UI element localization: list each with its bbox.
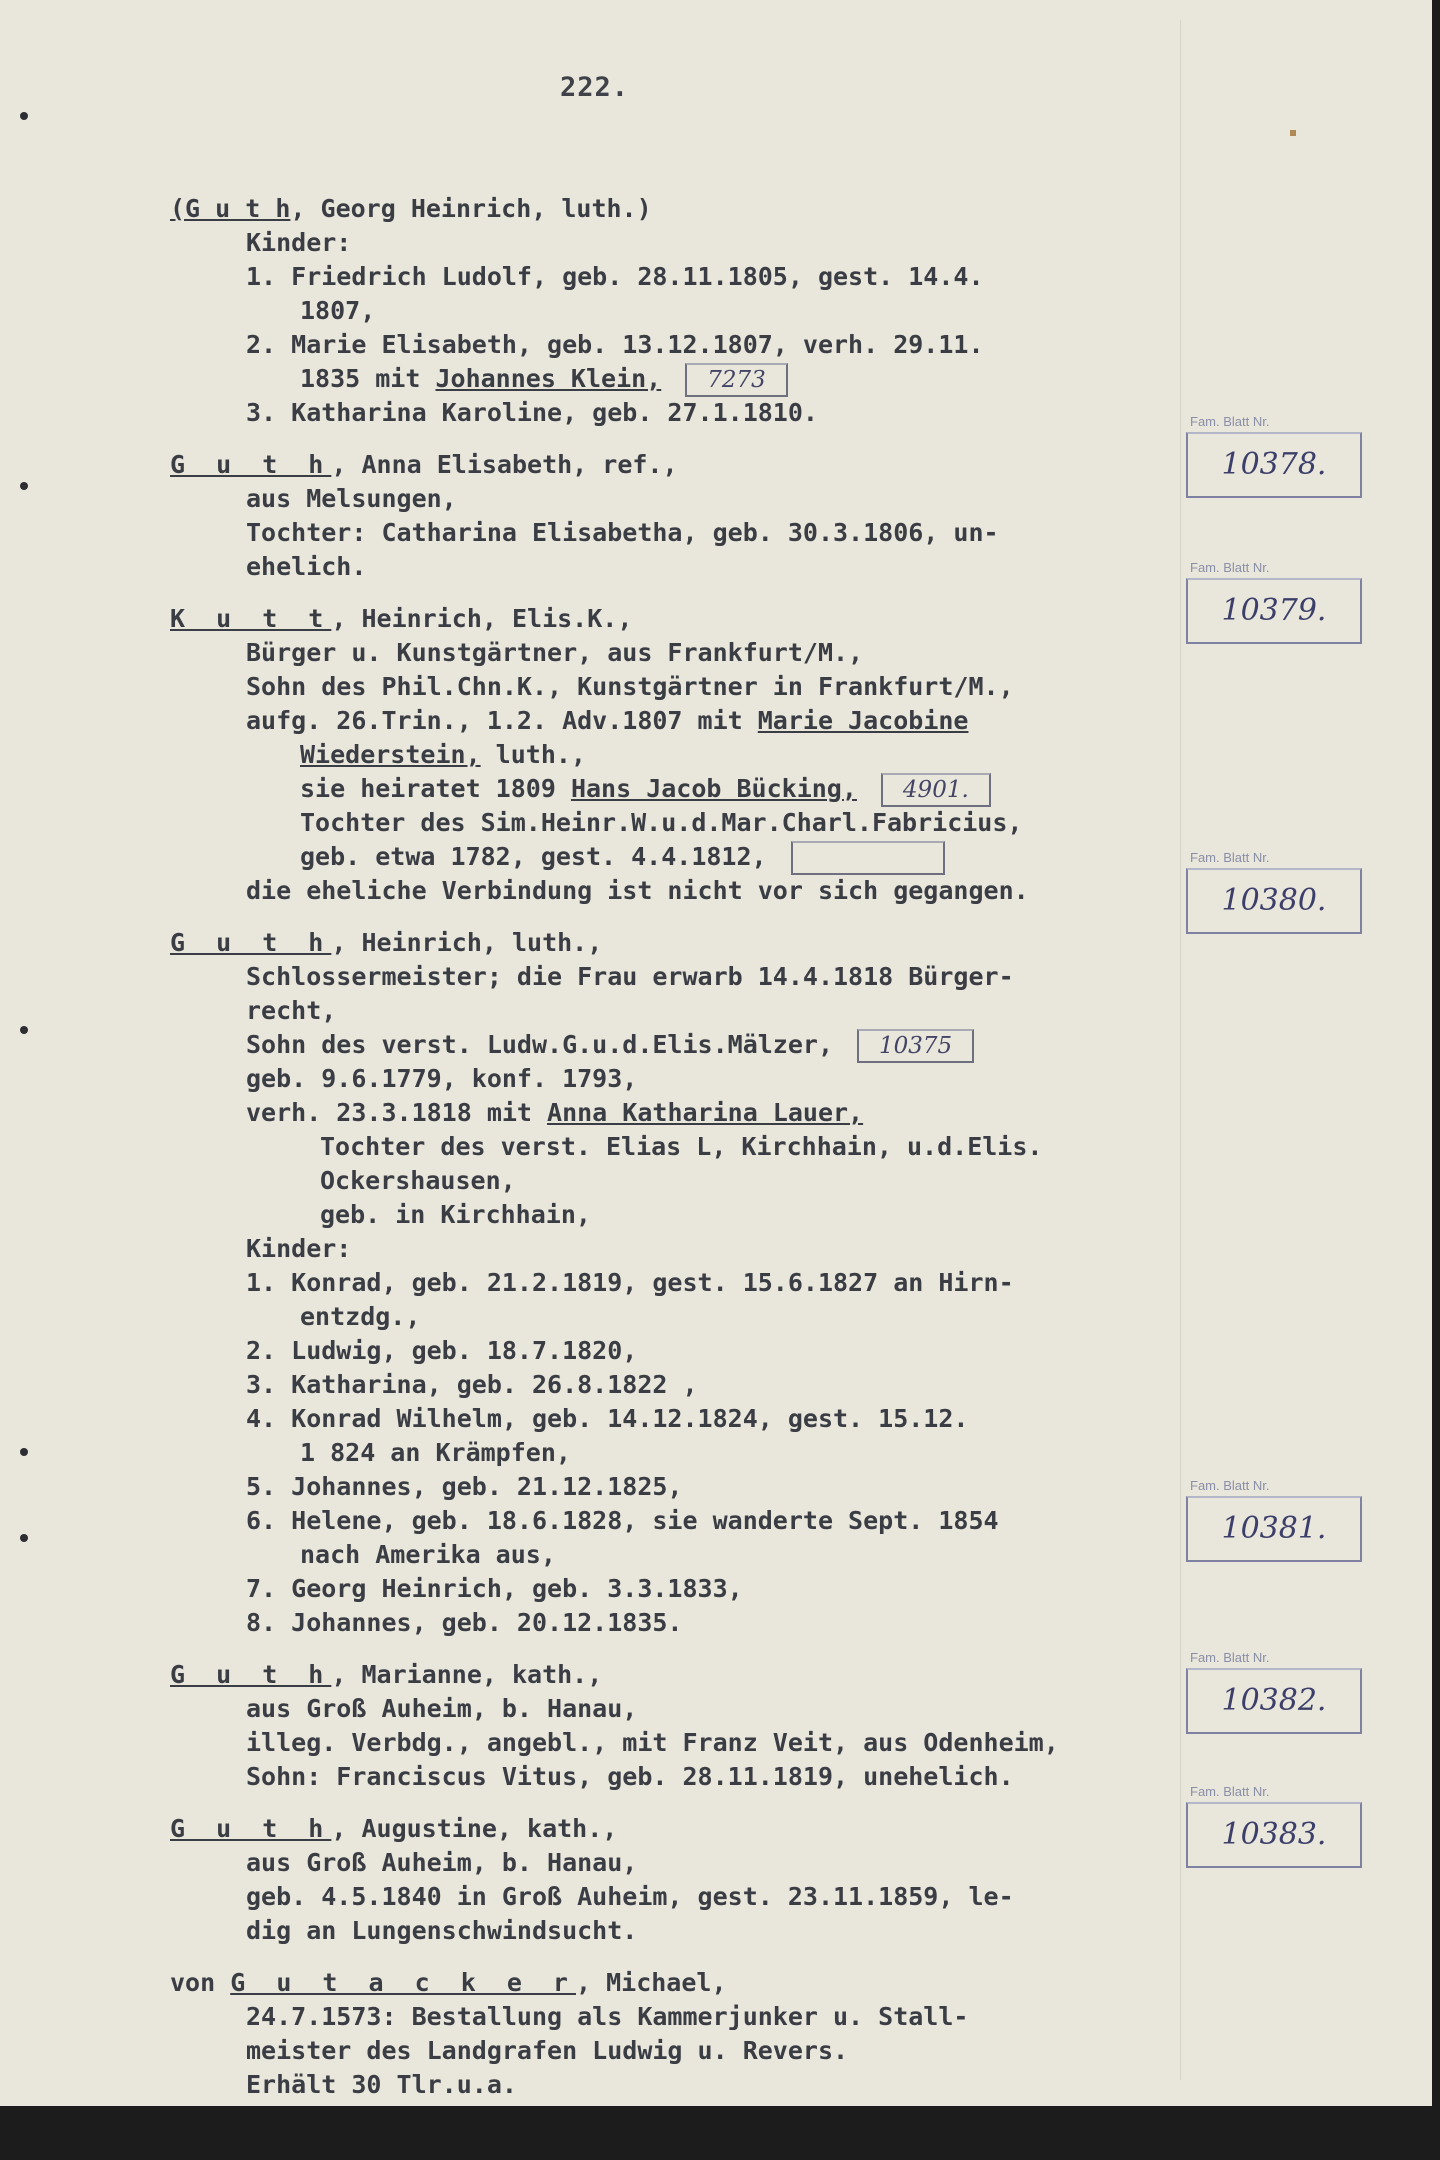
entry-text: 1807, <box>300 296 376 325</box>
underlined-name: Wiederstein, <box>300 740 481 769</box>
entry-line <box>170 994 1230 1028</box>
entry-line <box>170 448 1230 482</box>
entry-text: die eheliche Verbindung ist nicht vor sich gegangen. <box>246 876 1029 905</box>
entry-line <box>170 1028 1230 1062</box>
entry-text: Bürger u. Kunstgärtner, aus Frankfurt/M., <box>246 638 864 667</box>
entry-text: aus Groß Auheim, b. Hanau, <box>246 1848 638 1877</box>
entry-line <box>170 738 1230 772</box>
entry-line <box>170 1232 1230 1266</box>
entry-line <box>170 1164 1230 1198</box>
entry-line <box>170 1368 1230 1402</box>
punch-mark <box>20 1026 28 1034</box>
entry-line <box>170 926 1230 960</box>
entry-text: 24.7.1573: Bestallung als Kammerjunker u. Stall- <box>246 2002 969 2031</box>
register-entries <box>170 192 1230 2120</box>
entry-text: Kinder: <box>246 228 352 257</box>
punch-mark <box>20 1448 28 1456</box>
entry-text: , Georg Heinrich, luth.) <box>290 194 652 223</box>
fam-blatt-label: Fam. Blatt Nr. <box>1190 414 1270 429</box>
entry-line <box>170 260 1230 294</box>
entry-line <box>170 1334 1230 1368</box>
entry-line <box>170 1504 1230 1538</box>
entry-line <box>170 2000 1230 2034</box>
entry-line <box>170 192 1230 226</box>
entry-line <box>170 636 1230 670</box>
entry-text: aufg. 26.Trin., 1.2. Adv.1807 mit <box>246 706 758 735</box>
punch-mark <box>20 482 28 490</box>
underlined-name: Johannes Klein, <box>435 364 662 393</box>
fam-blatt-number: 10379. <box>1186 578 1362 644</box>
entry-text: , Augustine, kath., <box>331 1814 618 1843</box>
entry-text: 1 824 an Krämpfen, <box>300 1438 571 1467</box>
surname: G u t a c k e r <box>230 1968 576 1997</box>
entry-text: geb. 4.5.1840 in Groß Auheim, gest. 23.11.1859, le- <box>246 1882 1014 1911</box>
fam-blatt-number: 10383. <box>1186 1802 1362 1868</box>
fam-blatt-field <box>1186 1784 1362 1868</box>
register-entry <box>170 192 1230 430</box>
entry-line <box>170 772 1230 806</box>
entry-line <box>170 1538 1230 1572</box>
entry-line <box>170 1880 1230 1914</box>
entry-text: von <box>170 1968 231 1997</box>
fam-blatt-label: Fam. Blatt Nr. <box>1190 1784 1270 1799</box>
entry-text: Kinder: <box>246 1234 352 1263</box>
entry-line <box>170 1760 1230 1794</box>
entry-line <box>170 1846 1230 1880</box>
entry-text: Tochter des verst. Elias L, Kirchhain, u.d.Elis. <box>320 1132 1043 1161</box>
underlined-name: Marie Jacobine <box>757 706 969 735</box>
fam-blatt-number: 10381. <box>1186 1496 1362 1562</box>
entry-text: , Marianne, kath., <box>331 1660 603 1689</box>
entry-text: 2. Ludwig, geb. 18.7.1820, <box>246 1336 638 1365</box>
fam-blatt-number: 10380. <box>1186 868 1362 934</box>
stain-mark <box>1290 130 1296 136</box>
register-entry <box>170 926 1230 1640</box>
entry-text: luth., <box>480 740 586 769</box>
underlined-name: (G u t h <box>170 194 291 223</box>
page-number: 222. <box>560 72 630 103</box>
entry-text: 1. Konrad, geb. 21.2.1819, gest. 15.6.1827 an Hirn- <box>246 1268 1014 1297</box>
entry-text: Sohn des verst. Ludw.G.u.d.Elis.Mälzer, <box>246 1030 833 1059</box>
fam-blatt-label: Fam. Blatt Nr. <box>1190 1478 1270 1493</box>
entry-line <box>170 1300 1230 1334</box>
entry-text: 3. Katharina, geb. 26.8.1822 , <box>246 1370 698 1399</box>
entry-text: illeg. Verbdg., angebl., mit Franz Veit, aus Odenheim, <box>246 1728 1059 1757</box>
entry-text: 3. Katharina Karoline, geb. 27.1.1810. <box>246 398 818 427</box>
entry-text: Schlossermeister; die Frau erwarb 14.4.1818 Bürger- <box>246 962 1014 991</box>
entry-text: , Heinrich, Elis.K., <box>331 604 633 633</box>
surname: G u t h <box>170 928 332 957</box>
entry-line <box>170 362 1230 396</box>
entry-line <box>170 670 1230 704</box>
entry-line <box>170 328 1230 362</box>
entry-line <box>170 1966 1230 2000</box>
entry-line <box>170 1130 1230 1164</box>
entry-line <box>170 874 1230 908</box>
entry-line <box>170 1198 1230 1232</box>
entry-text: 7. Georg Heinrich, geb. 3.3.1833, <box>246 1574 743 1603</box>
entry-text: Tochter: Catharina Elisabetha, geb. 30.3.1806, un- <box>246 518 999 547</box>
entry-line <box>170 1062 1230 1096</box>
entry-line <box>170 2068 1230 2102</box>
register-entry <box>170 602 1230 908</box>
entry-text: 1. Friedrich Ludolf, geb. 28.11.1805, gest. 14.4. <box>246 262 984 291</box>
entry-text: 5. Johannes, geb. 21.12.1825, <box>246 1472 683 1501</box>
fam-blatt-field <box>1186 1650 1362 1734</box>
entry-line <box>170 550 1230 584</box>
entry-text: nach Amerika aus, <box>300 1540 556 1569</box>
entry-line <box>170 1726 1230 1760</box>
entry-text: Tochter des Sim.Heinr.W.u.d.Mar.Charl.Fabricius, <box>300 808 1023 837</box>
entry-line <box>170 1096 1230 1130</box>
entry-line <box>170 1914 1230 1948</box>
entry-text: Sohn: Franciscus Vitus, geb. 28.11.1819, unehelich. <box>246 1762 1014 1791</box>
entry-line <box>170 294 1230 328</box>
surname: G u t h <box>170 1660 332 1689</box>
fam-blatt-label: Fam. Blatt Nr. <box>1190 1650 1270 1665</box>
entry-text: aus Melsungen, <box>246 484 457 513</box>
entry-text: 1835 mit <box>300 364 436 393</box>
entry-text: 4. Konrad Wilhelm, geb. 14.12.1824, gest. 15.12. <box>246 1404 969 1433</box>
punch-mark <box>20 112 28 120</box>
entry-text: dig an Lungenschwindsucht. <box>246 1916 638 1945</box>
fam-blatt-field <box>1186 414 1362 498</box>
fam-blatt-label: Fam. Blatt Nr. <box>1190 560 1270 575</box>
entry-line <box>170 704 1230 738</box>
entry-line <box>170 1812 1230 1846</box>
entry-line <box>170 806 1230 840</box>
entry-text: geb. in Kirchhain, <box>320 1200 591 1229</box>
entry-text: entzdg., <box>300 1302 421 1331</box>
surname: K u t t <box>170 604 332 633</box>
underlined-name: Hans Jacob Bücking, <box>570 774 857 803</box>
entry-text: 8. Johannes, geb. 20.12.1835. <box>246 1608 683 1637</box>
register-entry <box>170 448 1230 584</box>
reference-box: 4901. <box>881 773 991 807</box>
entry-text: , Anna Elisabeth, ref., <box>331 450 678 479</box>
entry-line <box>170 1572 1230 1606</box>
entry-text: Erhält 30 Tlr.u.a. <box>246 2070 517 2099</box>
entry-line <box>170 960 1230 994</box>
entry-line <box>170 602 1230 636</box>
entry-text: recht, <box>246 996 337 1025</box>
entry-text: aus Groß Auheim, b. Hanau, <box>246 1694 638 1723</box>
entry-text: Sohn des Phil.Chn.K., Kunstgärtner in Frankfurt/M., <box>246 672 1014 701</box>
entry-text: Ockershausen, <box>320 1166 516 1195</box>
entry-line <box>170 1692 1230 1726</box>
register-entry <box>170 1966 1230 2102</box>
entry-text: ehelich. <box>246 552 367 581</box>
entry-line <box>170 516 1230 550</box>
entry-text: , Heinrich, luth., <box>331 928 603 957</box>
entry-text: sie heiratet 1809 <box>300 774 571 803</box>
entry-text: geb. etwa 1782, gest. 4.4.1812, <box>300 842 767 871</box>
register-entry <box>170 1658 1230 1794</box>
entry-line <box>170 482 1230 516</box>
surname: G u t h <box>170 1814 332 1843</box>
reference-box: 7273 <box>685 363 788 397</box>
entry-text: 2. Marie Elisabeth, geb. 13.12.1807, verh. 29.11. <box>246 330 984 359</box>
entry-line <box>170 1402 1230 1436</box>
entry-line <box>170 226 1230 260</box>
entry-line <box>170 1658 1230 1692</box>
reference-box <box>791 841 945 875</box>
entry-line <box>170 2034 1230 2068</box>
fam-blatt-label: Fam. Blatt Nr. <box>1190 850 1270 865</box>
register-entry <box>170 1812 1230 1948</box>
entry-text: 6. Helene, geb. 18.6.1828, sie wanderte Sept. 1854 <box>246 1506 999 1535</box>
fam-blatt-number: 10378. <box>1186 432 1362 498</box>
entry-line <box>170 840 1230 874</box>
underlined-name: Anna Katharina Lauer, <box>547 1098 864 1127</box>
entry-line <box>170 1606 1230 1640</box>
entry-line <box>170 1266 1230 1300</box>
entry-line <box>170 1436 1230 1470</box>
entry-line <box>170 396 1230 430</box>
fam-blatt-field <box>1186 560 1362 644</box>
entry-text: verh. 23.3.1818 mit <box>246 1098 548 1127</box>
fam-blatt-field <box>1186 850 1362 934</box>
fam-blatt-number: 10382. <box>1186 1668 1362 1734</box>
entry-text: geb. 9.6.1779, konf. 1793, <box>246 1064 638 1093</box>
entry-text: , Michael, <box>576 1968 727 1997</box>
fam-blatt-field <box>1186 1478 1362 1562</box>
entry-text: meister des Landgrafen Ludwig u. Revers. <box>246 2036 849 2065</box>
reference-box: 10375 <box>857 1029 974 1063</box>
entry-line <box>170 1470 1230 1504</box>
surname: G u t h <box>170 450 332 479</box>
punch-mark <box>20 1534 28 1542</box>
